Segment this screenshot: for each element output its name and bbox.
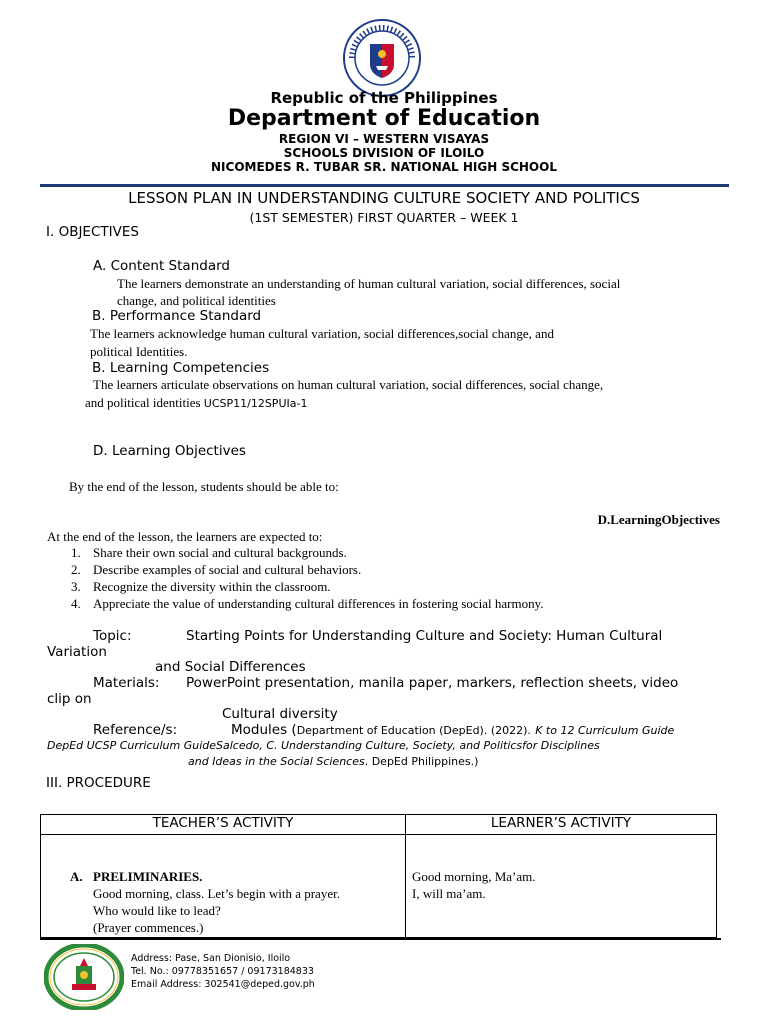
procedure-table: [40, 814, 717, 938]
footer-divider: [40, 938, 721, 940]
reference-modules: Modules (: [231, 722, 297, 738]
content-standard-text-2: change, and political identities: [117, 293, 276, 308]
objective-text: Recognize the diversity within the classroom.: [93, 579, 331, 594]
topic-text-3: and Social Differences: [155, 659, 306, 675]
lesson-plan-title: LESSON PLAN IN UNDERSTANDING CULTURE SOCIETY AND POLITICS: [128, 189, 640, 207]
reference-citation-title: K to 12 Curriculum Guide: [535, 724, 675, 737]
materials-label: Materials:: [93, 675, 160, 691]
preliminaries-label: PRELIMINARIES.: [93, 869, 203, 884]
objective-text: Share their own social and cultural backgrounds.: [93, 545, 347, 560]
department-heading: Department of Education: [227, 106, 541, 131]
header-divider: [40, 184, 729, 187]
procedure-heading: III. PROCEDURE: [46, 775, 151, 791]
reference-citation-title-3: and Ideas in the Social Sciences: [188, 755, 365, 768]
objective-number: 1.: [71, 545, 81, 560]
learning-objectives-label: D. Learning Objectives: [93, 443, 246, 459]
objective-number: 3.: [71, 579, 81, 594]
footer-address: Address: Pase, San Dionisio, Iloilo: [131, 953, 291, 964]
region-heading: REGION VI – WESTERN VISAYAS: [278, 132, 490, 146]
deped-seal-logo: [342, 18, 422, 98]
learner-activity-text: I, will ma’am.: [412, 886, 486, 901]
school-heading: NICOMEDES R. TUBAR SR. NATIONAL HIGH SCHOOL: [211, 160, 557, 174]
objective-text: Appreciate the value of understanding cultural differences in fostering social harmony.: [93, 596, 544, 611]
objective-number: 4.: [71, 596, 81, 611]
reference-citation-title-2: DepEd UCSP Curriculum GuideSalcedo, C. Understanding Culture, Society, and Politicsfor Disciplines: [47, 739, 600, 752]
learning-objectives-bold-label: D.LearningObjectives: [597, 512, 720, 527]
learning-competencies-text: The learners articulate observations on human cultural variation, social differences, social change,: [93, 377, 604, 392]
by-end-of-lesson-text: By the end of the lesson, students should be able to:: [69, 479, 339, 494]
objective-item: [71, 562, 361, 578]
reference-publisher: . DepEd Philippines.): [364, 755, 479, 768]
objective-item: [71, 579, 331, 595]
performance-standard-label: B. Performance Standard: [92, 308, 262, 324]
footer-email: Email Address: 302541@deped.gov.ph: [131, 979, 315, 990]
teacher-activity-text: Who would like to lead?: [93, 903, 221, 918]
reference-text-2: [47, 739, 600, 752]
division-heading: SCHOOLS DIVISION OF ILOILO: [283, 146, 485, 160]
teacher-activity-header: TEACHER’S ACTIVITY: [152, 815, 294, 831]
school-logo: [44, 944, 124, 1010]
materials-text: PowerPoint presentation, manila paper, markers, reflection sheets, video: [186, 675, 679, 691]
table-header-divider: [41, 834, 716, 835]
objectives-heading: I. OBJECTIVES: [46, 224, 139, 240]
reference-label: Reference/s:: [93, 722, 178, 738]
at-end-of-lesson-text: At the end of the lesson, the learners are expected to:: [47, 529, 323, 544]
preliminaries-number: A.: [70, 869, 83, 884]
learner-activity-text: Good morning, Ma’am.: [412, 869, 536, 884]
reference-text: [231, 722, 674, 738]
reference-text-3: [188, 755, 478, 768]
materials-text-2: clip on: [47, 691, 92, 707]
republic-heading: Republic of the Philippines: [270, 89, 498, 107]
footer-telephone: Tel. No.: 09778351657 / 09173184833: [131, 966, 314, 977]
topic-text: Starting Points for Understanding Culture and Society: Human Cultural: [186, 628, 663, 644]
objective-number: 2.: [71, 562, 81, 577]
objective-text: Describe examples of social and cultural behaviors.: [93, 562, 362, 577]
objective-item: [71, 545, 347, 561]
learning-competencies-label: B. Learning Competencies: [92, 360, 270, 376]
content-standard-label: A. Content Standard: [93, 258, 230, 274]
teacher-activity-text: Good morning, class. Let’s begin with a prayer.: [93, 886, 340, 901]
topic-text-2: Variation: [47, 644, 107, 660]
performance-standard-text-2: political Identities.: [90, 344, 188, 359]
performance-standard-text: The learners acknowledge human cultural variation, social differences,social change, and: [90, 326, 554, 341]
reference-citation: Department of Education (DepEd). (2022).: [296, 724, 531, 737]
topic-label: Topic:: [93, 628, 132, 644]
learning-competencies-text-2: [85, 395, 307, 411]
content-standard-text: The learners demonstrate an understanding of human cultural variation, social differences, social: [117, 276, 621, 291]
competency-code: UCSP11/12SPUIa-1: [203, 397, 308, 410]
lesson-plan-subtitle: (1ST SEMESTER) FIRST QUARTER – WEEK 1: [249, 210, 519, 225]
objective-item: [71, 596, 544, 612]
materials-text-3: Cultural diversity: [222, 706, 338, 722]
competencies-line: and political identities: [85, 395, 201, 410]
teacher-activity-text: (Prayer commences.): [93, 920, 204, 935]
learner-activity-header: LEARNER’S ACTIVITY: [490, 815, 632, 831]
